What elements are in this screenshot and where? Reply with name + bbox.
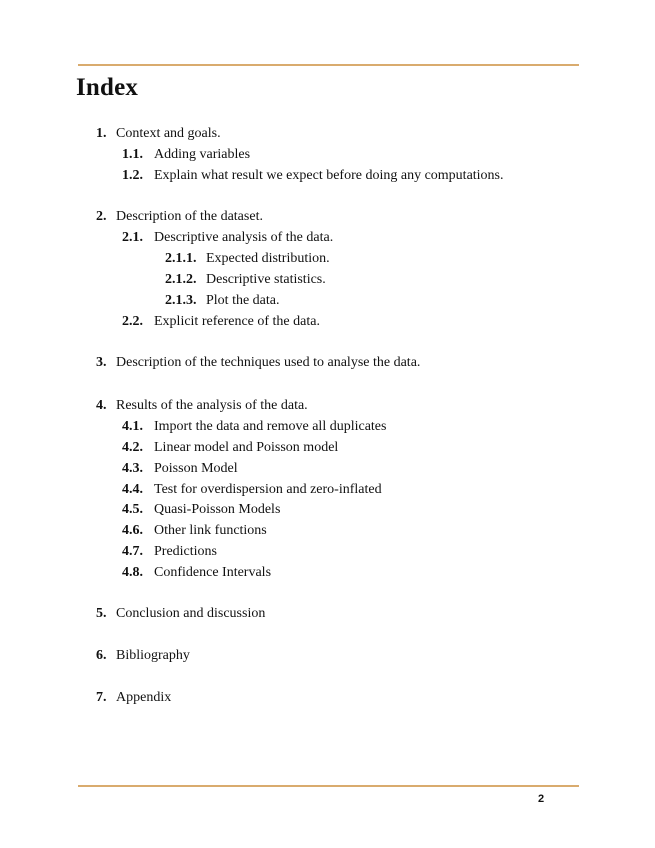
toc-entry-text: Adding variables: [154, 147, 251, 162]
toc-entry-2[interactable]: [96, 208, 263, 226]
toc-entry-number: 2.1.1.: [165, 251, 197, 266]
toc-entry-text: Conclusion and discussion: [116, 606, 266, 621]
toc-entry-text: Quasi-Poisson Models: [154, 502, 281, 517]
toc-entry-text: Other link functions: [154, 523, 267, 538]
toc-entry-text: Expected distribution.: [206, 251, 330, 266]
toc-entry-number: 2.1.3.: [165, 293, 197, 308]
toc-entry-number: 2.: [96, 209, 107, 224]
toc-entry-number: 4.7.: [122, 544, 143, 559]
toc-entry-number: 1.: [96, 126, 107, 141]
toc-entry-4-3[interactable]: [122, 460, 238, 478]
toc-entry-text: Context and goals.: [116, 126, 221, 141]
toc-entry-number: 5.: [96, 606, 107, 621]
toc-entry-4-8[interactable]: [122, 564, 271, 582]
toc-entry-2-1-3[interactable]: [165, 292, 280, 310]
page-title: Index: [76, 74, 139, 101]
toc-entry-4-2[interactable]: [122, 439, 338, 457]
toc-entry-text: Confidence Intervals: [154, 565, 272, 580]
toc-entry-text: Poisson Model: [154, 461, 238, 476]
toc-entry-number: 2.1.: [122, 230, 143, 245]
toc-entry-number: 2.1.2.: [165, 272, 197, 287]
toc-entry-text: Test for overdispersion and zero-inflated: [154, 482, 382, 497]
toc-entry-text: Bibliography: [116, 648, 190, 663]
toc-entry-text: Results of the analysis of the data.: [116, 398, 308, 413]
toc-entry-3[interactable]: [96, 354, 420, 372]
toc-entry-text: Explain what result we expect before doing any computations.: [154, 168, 504, 183]
toc-entry-text: Descriptive analysis of the data.: [154, 230, 334, 245]
toc-entry-4-4[interactable]: [122, 481, 382, 499]
toc-entry-number: 7.: [96, 690, 107, 705]
toc-entry-4-5[interactable]: [122, 501, 280, 519]
toc-entry-text: Appendix: [116, 690, 172, 705]
toc-entry-text: Predictions: [154, 544, 217, 559]
toc-entry-number: 4.2.: [122, 440, 143, 455]
toc-entry-2-1-1[interactable]: [165, 250, 330, 268]
toc-entry-4-6[interactable]: [122, 522, 267, 540]
toc-entry-7[interactable]: [96, 689, 171, 707]
toc-entry-number: 6.: [96, 648, 107, 663]
toc-entry-number: 3.: [96, 355, 107, 370]
toc-entry-number: 1.1.: [122, 147, 143, 162]
toc-entry-number: 4.1.: [122, 419, 143, 434]
toc-entry-text: Linear model and Poisson model: [154, 440, 339, 455]
footer-rule: [78, 785, 579, 787]
toc-entry-number: 4.3.: [122, 461, 143, 476]
toc-entry-2-1[interactable]: [122, 229, 333, 247]
header-rule: [78, 64, 579, 66]
page-number: 2: [538, 793, 545, 805]
toc-entry-text: Explicit reference of the data.: [154, 314, 320, 329]
toc-entry-number: 4.4.: [122, 482, 143, 497]
toc-entry-number: 2.2.: [122, 314, 143, 329]
toc-entry-number: 1.2.: [122, 168, 143, 183]
toc-entry-text: Description of the dataset.: [116, 209, 263, 224]
toc-entry-5[interactable]: [96, 605, 265, 623]
toc-entry-4-1[interactable]: [122, 418, 386, 436]
toc-entry-1-1[interactable]: [122, 146, 250, 164]
toc-entry-2-1-2[interactable]: [165, 271, 326, 289]
toc-entry-1[interactable]: [96, 125, 221, 143]
toc-entry-text: Plot the data.: [206, 293, 280, 308]
toc-entry-2-2[interactable]: [122, 313, 320, 331]
toc-entry-text: Descriptive statistics.: [206, 272, 326, 287]
toc-entry-text: Description of the techniques used to analyse the data.: [116, 355, 421, 370]
toc-entry-number: 4.5.: [122, 502, 143, 517]
toc-entry-6[interactable]: [96, 647, 190, 665]
toc-entry-number: 4.8.: [122, 565, 143, 580]
toc-entry-4-7[interactable]: [122, 543, 217, 561]
toc-entry-number: 4.: [96, 398, 107, 413]
toc-entry-1-2[interactable]: [122, 167, 504, 185]
toc-entry-text: Import the data and remove all duplicates: [154, 419, 387, 434]
toc-entry-4[interactable]: [96, 397, 308, 415]
toc-entry-number: 4.6.: [122, 523, 143, 538]
